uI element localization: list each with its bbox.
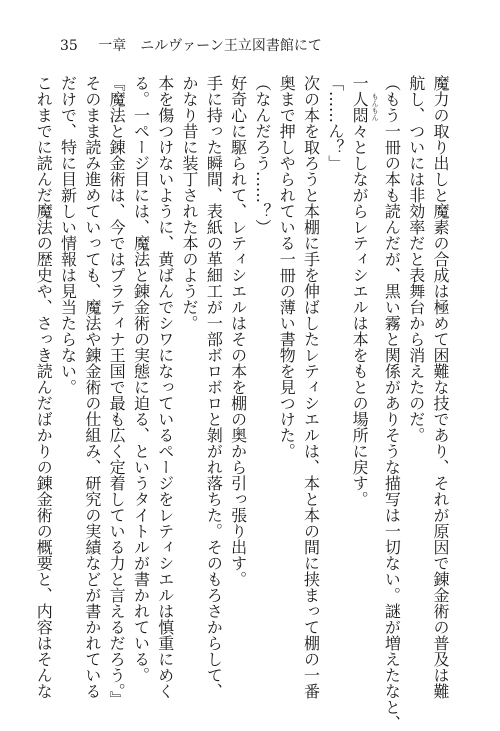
text-line: 一人悶々としながらレティシエルは本をもとの場所に戻す。 [350, 75, 370, 507]
text-line: 「……ん？」 [325, 75, 345, 171]
text-line: 好奇心に駆られて、レティシエルはその本を棚の奥から引っ張り出す。 [228, 75, 248, 587]
text-line: （もう一冊の本も読んだが、黒い霧と関係がありそうな描写は一切ない。謎が増えたなと、 [382, 75, 402, 731]
text-line: 次の本を取ろうと本棚に手を伸ばしたレティシエルは、本と本の間に挟まって棚の一番 [301, 75, 321, 699]
text-line: る。一ページ目には、魔法と錬金術の実態に迫る、というタイトルが書かれている。 [131, 75, 151, 683]
text-line: だけで、特に目新しい情報は見当たらない。 [58, 75, 78, 395]
running-header [60, 36, 440, 56]
text-line: 奥まで押しやられている一冊の薄い書物を見つけた。 [277, 75, 297, 459]
page-number: 35 [60, 38, 78, 54]
chapter-title: 一章 ニルヴァーン王立図書館にて [98, 38, 322, 54]
text-line: 魔力の取り出しと魔素の合成は極めて困難な技であり、それが原因で錬金術の普及は難 [431, 75, 450, 699]
text-line: かなり昔に装丁された本のようだ。 [180, 75, 200, 331]
text-line: そのまま読み進めていっても、魔法や錬金術の仕組み、研究の実績などが書かれている [82, 75, 102, 699]
text-line: 『魔法と錬金術は、今ではプラティナ王国で最も広く定着している力と言えるだろう。』 [107, 75, 127, 707]
body-text [34, 75, 452, 731]
text-line: 本を傷つけないように、黄ばんでシワになっているページをレティシエルは慎重にめく [155, 75, 175, 699]
text-line: これまでに読んだ魔法の歴史や、さっき読んだばかりの錬金術の概要と、内容はそんな [34, 75, 54, 699]
text-line: （なんだろう……？） [252, 75, 272, 235]
text-line: 航し、ついには非効率だと表舞台から消えたのだ。 [406, 75, 426, 443]
ruby-reading-line: もんもん [371, 93, 380, 121]
text-line: 手に持った瞬間、表紙の革細工が一部ボロボロと剝がれ落ちた。そのもろさからして、 [204, 75, 224, 699]
